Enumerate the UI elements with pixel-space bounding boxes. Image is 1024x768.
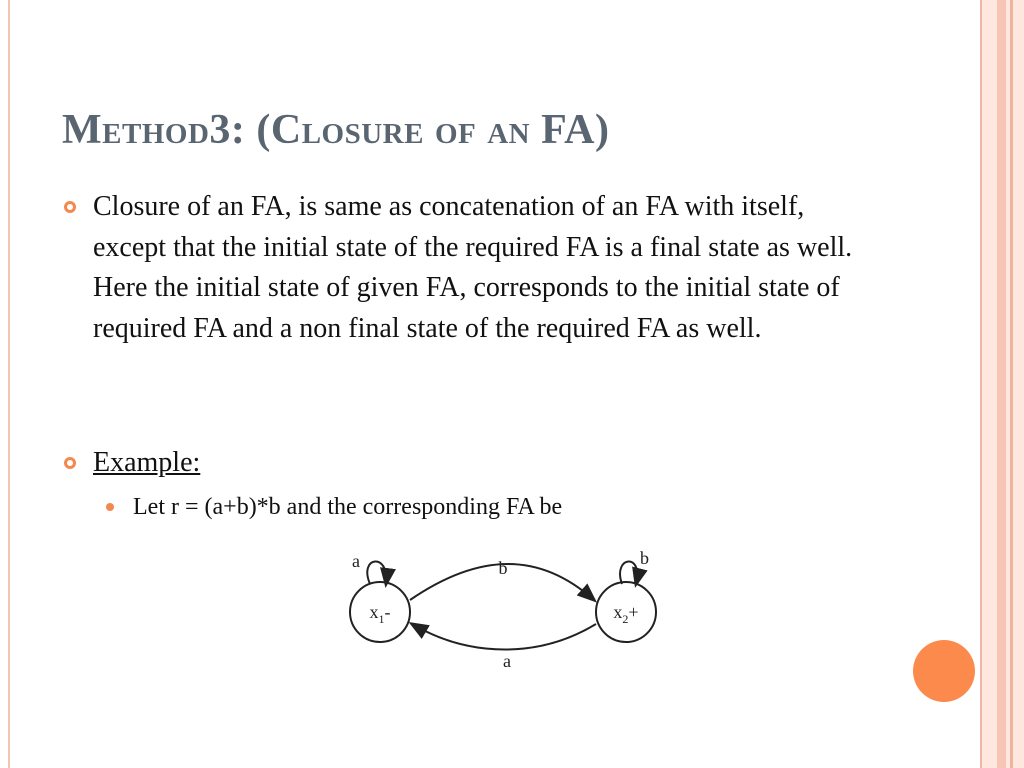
bullet-ring-icon (64, 201, 76, 213)
transition-label-x1-x2: b (498, 558, 508, 578)
slide-frame-right-line (1010, 0, 1013, 768)
slide-title: Method3: (Closure of an FA) (62, 107, 610, 153)
slide-frame-left-line (8, 0, 10, 768)
state-x1 (350, 582, 410, 642)
transition-label-x2-self: b (640, 548, 649, 568)
decorative-circle (913, 640, 975, 702)
state-x2-label: $x_2+$ (613, 602, 639, 626)
transition-label-x1-self: a (352, 551, 360, 571)
state-x2 (596, 582, 656, 642)
state-x1-label: $x_1-$ (369, 602, 391, 626)
bullet-text: Closure of an FA, is same as concatenation of an FA with itself, except that the initial state of the required FA is a final state as well. Here the initial state of given FA, corresponds to the initial state of required FA and a non final state of the required FA as well. (93, 191, 853, 344)
fa-diagram (330, 538, 680, 678)
sub-bullet-text: Let r = (a+b)*b and the corresponding FA be (133, 494, 563, 520)
example-heading: Example: (93, 447, 201, 478)
bullet-ring-icon (64, 457, 76, 469)
transition-x1-self-loop (367, 561, 386, 584)
transition-x2-self-loop (620, 561, 637, 584)
slide-frame-right-line (997, 0, 1006, 768)
bullet-dot-icon (106, 503, 114, 511)
transition-label-x2-x1: a (503, 651, 511, 671)
slide-frame-right-line (980, 0, 982, 768)
transition-x2-to-x1 (412, 624, 596, 650)
